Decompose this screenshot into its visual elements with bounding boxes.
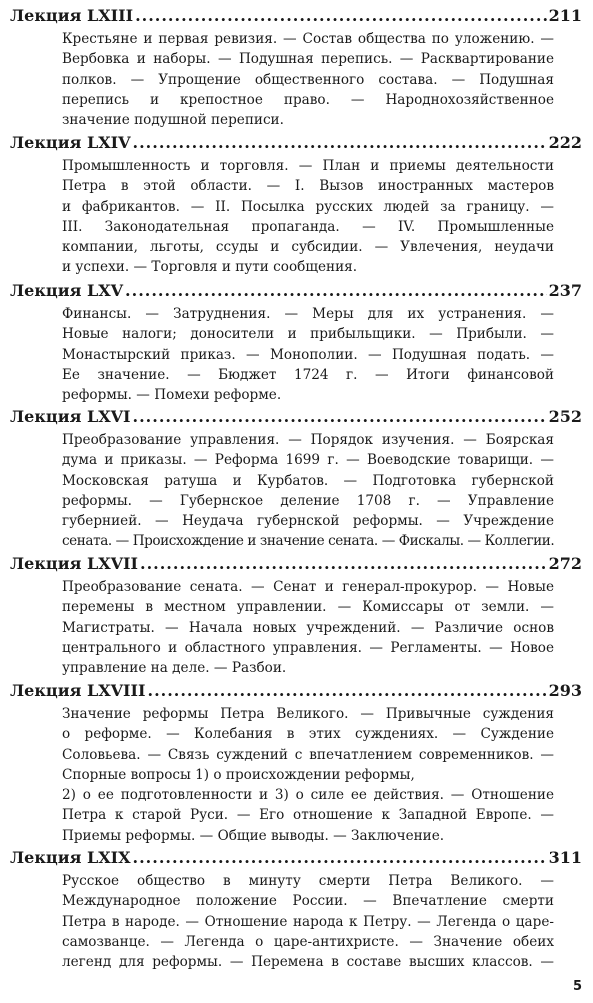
description-line: полков. — Упрощение общественного состава. — Подушная — [62, 71, 554, 88]
description-line: Московская ратуша и Курбатов. — Подготовка губернской — [62, 472, 554, 489]
description-line: дума и приказы. — Реформа 1699 г. — Воеводские товарищи. — — [62, 452, 554, 469]
description-line: и успехи. — Торговля и пути сообщения. — [62, 259, 358, 276]
description-line: Преобразование сената. — Сенат и генерал-прокурор. — Новые — [62, 579, 554, 595]
entry-title: Лекция LXVII — [10, 554, 139, 573]
entry-title: Лекция LXIII — [10, 6, 134, 25]
toc-entry-lxix — [10, 847, 582, 972]
description-line: III. Законодательная пропаганда. — IV. Промышленные — [62, 218, 554, 235]
description-line: и фабрикантов. — II. Посылка русских людей за границу. — — [62, 198, 554, 215]
description-line: реформы. — Помехи реформе. — [62, 387, 282, 404]
description-line: Русское общество в минуту смерти Петра Великого. — — [62, 873, 554, 889]
description-line: Приемы реформы. — Общие выводы. — Заключение. — [62, 827, 445, 844]
entry-title: Лекция LXIV — [10, 133, 131, 152]
entry-description — [62, 430, 554, 552]
description-line: перемены в местном управлении. — Комиссары от земли. — — [62, 599, 554, 616]
entry-heading — [10, 132, 582, 154]
description-line: сената. — Происхождение и значение сената. — Фискалы. — Коллегии. — [62, 533, 555, 550]
description-line: перепись и крепостное право. — Народнохозяйственное — [62, 91, 554, 108]
description-line: Петра в народе. — Отношение народа к Петру. — Легенда о царе- — [62, 913, 554, 930]
entry-title: Лекция LXIX — [10, 848, 131, 867]
entry-description — [62, 304, 554, 405]
toc-entry-lxviii — [10, 680, 582, 846]
toc-entry-lxvii — [10, 553, 582, 678]
toc-entry-lxvi — [10, 406, 582, 552]
page-number: 5 — [572, 979, 582, 994]
entry-heading — [10, 406, 582, 428]
entry-heading — [10, 553, 582, 575]
entry-page-number: 237 — [548, 281, 582, 300]
dot-leader — [133, 406, 547, 428]
dot-leader — [133, 847, 547, 869]
entry-page-number: 311 — [548, 848, 582, 867]
entry-page-number: 222 — [548, 133, 582, 152]
description-line: Соловьева. — Связь суждений с впечатлением современников. — — [62, 746, 554, 763]
description-line: Петра в этой области. — I. Вызов иностранных мастеров — [62, 178, 554, 195]
description-line: о реформе. — Колебания в этих суждениях. — Суждение — [62, 726, 554, 743]
entry-title: Лекция LXVIII — [10, 681, 146, 700]
description-line: Преобразование управления. — Порядок изучения. — Боярская — [62, 432, 554, 448]
description-line: значение подушной переписи. — [62, 112, 284, 129]
dot-leader — [148, 680, 547, 702]
description-line: Монастырский приказ. — Монополии. — Подушная подать. — — [62, 346, 554, 363]
entry-heading — [10, 847, 582, 869]
description-line: губернией. — Неудача губернской реформы. — Учреждение — [62, 513, 554, 530]
entry-title: Лекция LXV — [10, 281, 124, 300]
description-line: Спорные вопросы 1) о происхождении реформы, — [62, 766, 415, 783]
dot-leader — [140, 553, 547, 575]
entry-heading — [10, 680, 582, 702]
entry-description — [62, 29, 554, 130]
description-line: Промышленность и торговля. — План и приемы деятельности — [62, 158, 554, 174]
description-line: Петра к старой Руси. — Его отношение к Западной Европе. — — [62, 807, 554, 824]
entry-page-number: 211 — [548, 6, 582, 25]
entry-heading — [10, 280, 582, 302]
description-line: Ее значение. — Бюджет 1724 г. — Итоги финансовой — [62, 366, 554, 383]
description-line: центрального и областного управления. — Регламенты. — Новое — [62, 639, 554, 656]
description-line: самозванце. — Легенда о царе-антихристе. — Значение обеих — [62, 933, 554, 950]
description-line: Крестьяне и первая ревизия. — Состав общества по уложению. — — [62, 31, 554, 47]
toc-entry-lxiii — [10, 5, 582, 130]
description-line: Новые налоги; доносители и прибыльщики. — Прибыли. — — [62, 326, 554, 343]
description-line: Международное положение России. — Впечатление смерти — [62, 893, 554, 910]
entry-description — [62, 577, 554, 678]
description-line: легенд для реформы. — Перемена в составе высших классов. — — [62, 954, 554, 971]
description-line: управление на деле. — Разбои. — [62, 660, 287, 677]
description-line: Значение реформы Петра Великого. — Привычные суждения — [62, 706, 554, 722]
description-line: компании, льготы, ссуды и субсидии. — Увлечения, неудачи — [62, 239, 554, 256]
dot-leader — [125, 280, 547, 302]
description-line: 2) о ее подготовленности и 3) о силе ее действия. — Отношение — [62, 787, 554, 804]
entry-description — [62, 156, 554, 278]
toc-entry-lxv — [10, 280, 582, 405]
description-line: Вербовка и наборы. — Подушная перепись. — Расквартирование — [62, 51, 554, 68]
dot-leader — [135, 5, 547, 27]
toc-entry-lxiv — [10, 132, 582, 278]
description-line: Магистраты. — Начала новых учреждений. — Различие основ — [62, 619, 554, 636]
entry-heading — [10, 5, 582, 27]
entry-page-number: 293 — [548, 681, 582, 700]
description-line: реформы. — Губернское деление 1708 г. — Управление — [62, 492, 554, 509]
entry-description — [62, 871, 554, 972]
description-line: Финансы. — Затруднения. — Меры для их устранения. — — [62, 306, 554, 322]
entry-page-number: 252 — [548, 407, 582, 426]
entry-description — [62, 704, 554, 846]
entry-title: Лекция LXVI — [10, 407, 131, 426]
dot-leader — [133, 132, 547, 154]
entry-page-number: 272 — [548, 554, 582, 573]
